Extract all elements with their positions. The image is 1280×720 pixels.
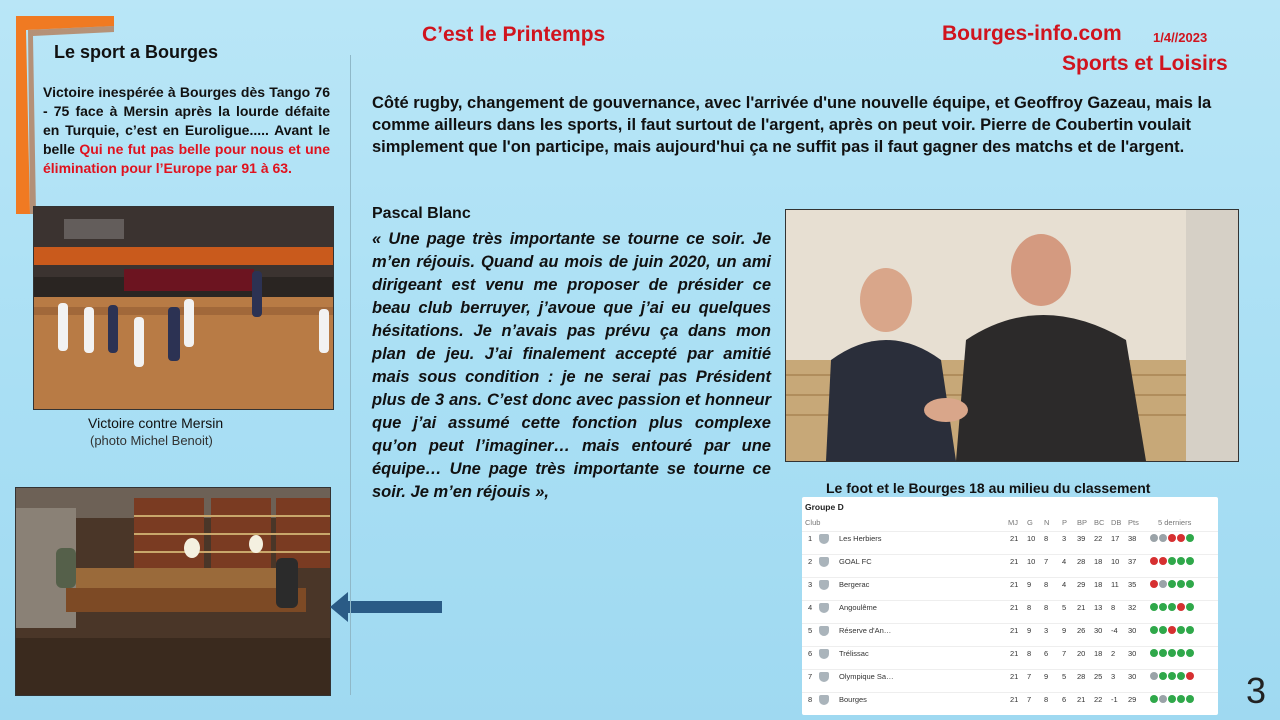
loss-icon <box>1177 534 1185 542</box>
cell-pts: 29 <box>1128 695 1137 704</box>
cell-g: 10 <box>1027 557 1036 566</box>
cell-n: 8 <box>1044 695 1049 704</box>
win-icon <box>1159 626 1167 634</box>
cell-db: -1 <box>1111 695 1118 704</box>
col-p: P <box>1062 518 1068 527</box>
photo-caption: Victoire contre Mersin <box>88 415 224 431</box>
cell-club: Olympique Sa… <box>839 672 894 681</box>
cell-g: 7 <box>1027 672 1032 681</box>
header-site-link[interactable]: Bourges-info.com <box>942 22 1122 45</box>
cell-n: 7 <box>1044 557 1049 566</box>
sidebar-title: Le sport a Bourges <box>54 42 219 62</box>
club-crest-icon <box>819 557 829 567</box>
sidebar-paragraph-text: Victoire inespérée à Bourges dès Tango 76 - 75 face à Mersin après la lourde défaite en Turquie, c’est en Euroligue..... Avant le belle <box>43 84 330 157</box>
cell-mj: 21 <box>1010 695 1019 704</box>
table-row[interactable] <box>802 669 1218 684</box>
photo-credit: (photo Michel Benoit) <box>90 433 213 448</box>
cell-club: Les Herbiers <box>839 534 882 543</box>
win-icon <box>1177 672 1185 680</box>
table-row[interactable] <box>802 531 1218 546</box>
col-bc: BC <box>1094 518 1105 527</box>
cell-n: 3 <box>1044 626 1049 635</box>
win-icon <box>1168 672 1176 680</box>
cell-g: 9 <box>1027 580 1032 589</box>
win-icon <box>1150 695 1158 703</box>
win-icon <box>1186 649 1194 657</box>
cell-g: 9 <box>1027 626 1032 635</box>
cell-n: 9 <box>1044 672 1049 681</box>
win-icon <box>1177 695 1185 703</box>
cell-bp: 28 <box>1077 672 1086 681</box>
club-crest-icon <box>819 580 829 590</box>
cell-pts: 30 <box>1128 649 1137 658</box>
col-g: G <box>1027 518 1033 527</box>
cell-p: 5 <box>1062 672 1067 681</box>
form-indicators <box>1150 556 1195 565</box>
table-row[interactable] <box>802 692 1218 707</box>
cell-db: 8 <box>1111 603 1116 612</box>
cell-g: 8 <box>1027 649 1032 658</box>
loss-icon <box>1168 626 1176 634</box>
draw-icon <box>1159 534 1167 542</box>
form-indicators <box>1150 671 1195 680</box>
cell-mj: 21 <box>1010 626 1019 635</box>
cell-club: Angoulême <box>839 603 877 612</box>
win-icon <box>1186 557 1194 565</box>
arrow-left-icon <box>330 592 442 622</box>
cell-p: 4 <box>1062 580 1067 589</box>
club-crest-icon <box>819 649 829 659</box>
cell-db: 3 <box>1111 672 1116 681</box>
form-indicators <box>1150 602 1195 611</box>
table-row[interactable] <box>802 646 1218 661</box>
cell-g: 7 <box>1027 695 1032 704</box>
cell-bp: 20 <box>1077 649 1086 658</box>
club-crest-icon <box>819 534 829 544</box>
win-icon <box>1177 649 1185 657</box>
col-club: Club <box>805 518 821 527</box>
basketball-photo <box>33 206 334 410</box>
cell-bp: 28 <box>1077 557 1086 566</box>
cell-p: 4 <box>1062 557 1067 566</box>
win-icon <box>1168 580 1176 588</box>
header-date: 1/4//2023 <box>1153 30 1208 45</box>
win-icon <box>1186 580 1194 588</box>
win-icon <box>1168 695 1176 703</box>
win-icon <box>1168 649 1176 657</box>
cell-mj: 21 <box>1010 534 1019 543</box>
win-icon <box>1159 603 1167 611</box>
win-icon <box>1186 603 1194 611</box>
football-title: Le foot et le Bourges 18 au milieu du classement <box>826 480 1151 496</box>
cell-n: 8 <box>1044 534 1049 543</box>
cell-rank: 1 <box>808 534 813 543</box>
win-icon <box>1159 649 1167 657</box>
loss-icon <box>1186 672 1194 680</box>
cell-p: 7 <box>1062 649 1067 658</box>
cell-pts: 38 <box>1128 534 1137 543</box>
col-n: N <box>1044 518 1050 527</box>
table-row[interactable] <box>802 577 1218 592</box>
cell-bp: 29 <box>1077 580 1086 589</box>
col-pts: Pts <box>1128 518 1139 527</box>
cell-mj: 21 <box>1010 603 1019 612</box>
cell-mj: 21 <box>1010 557 1019 566</box>
handshake-photo <box>785 209 1239 462</box>
cell-bp: 26 <box>1077 626 1086 635</box>
col-bp: BP <box>1077 518 1088 527</box>
cell-rank: 8 <box>808 695 813 704</box>
win-icon <box>1186 534 1194 542</box>
cell-mj: 21 <box>1010 580 1019 589</box>
loss-icon <box>1168 534 1176 542</box>
cell-bc: 18 <box>1094 580 1103 589</box>
cell-p: 9 <box>1062 626 1067 635</box>
cell-g: 8 <box>1027 603 1032 612</box>
win-icon <box>1186 695 1194 703</box>
cell-bc: 18 <box>1094 557 1103 566</box>
cell-pts: 32 <box>1128 603 1137 612</box>
form-indicators <box>1150 648 1195 657</box>
loss-icon <box>1159 557 1167 565</box>
cell-bc: 30 <box>1094 626 1103 635</box>
loss-icon <box>1150 557 1158 565</box>
cell-p: 5 <box>1062 603 1067 612</box>
sidebar-paragraph-red: Qui ne fut pas belle pour nous et une élimination pour l’Europe par 91 à 63. <box>43 141 330 176</box>
form-indicators <box>1150 579 1195 588</box>
cell-bc: 22 <box>1094 695 1103 704</box>
sidebar-paragraph <box>43 83 330 178</box>
win-icon <box>1150 603 1158 611</box>
cell-n: 8 <box>1044 580 1049 589</box>
win-icon <box>1168 557 1176 565</box>
draw-icon <box>1159 695 1167 703</box>
cell-p: 6 <box>1062 695 1067 704</box>
loss-icon <box>1150 580 1158 588</box>
club-crest-icon <box>819 695 829 705</box>
win-icon <box>1150 626 1158 634</box>
loss-icon <box>1177 603 1185 611</box>
win-icon <box>1177 580 1185 588</box>
cell-bp: 21 <box>1077 695 1086 704</box>
header-section: Sports et Loisirs <box>1062 52 1228 75</box>
library-photo <box>15 487 331 696</box>
win-icon <box>1177 626 1185 634</box>
quote-text: « Une page très importante se tourne ce soir. Je m’en réjouis. Quand au mois de juin 2020, un ami dirigeant est venu me proposer de présider ce beau club berruyer, j’avoue que j’ai eu quelques hésitations. Je n’avais pas prévu ça dans mon plan de jeu. J’ai finalement accepté par amitié mais sous condition : je ne serai pas Président plus de 3 ans. C’est donc avec passion et honneur que j’ai assumé cette fonction plus complexe qu’on peut l’imaginer… mais entouré par une équipe… Une page très importante se tourne ce soir. Je m’en réjouis », <box>372 230 771 501</box>
cell-bc: 22 <box>1094 534 1103 543</box>
form-indicators <box>1150 533 1195 542</box>
cell-club: Bourges <box>839 695 867 704</box>
standings-table <box>802 497 1218 715</box>
cell-n: 6 <box>1044 649 1049 658</box>
cell-mj: 21 <box>1010 649 1019 658</box>
draw-icon <box>1150 534 1158 542</box>
cell-g: 10 <box>1027 534 1036 543</box>
table-header <box>802 516 1218 530</box>
cell-club: Trélissac <box>839 649 869 658</box>
win-icon <box>1177 557 1185 565</box>
table-group-title: Groupe D <box>805 502 844 512</box>
cell-db: 11 <box>1111 580 1119 589</box>
draw-icon <box>1150 672 1158 680</box>
cell-mj: 21 <box>1010 672 1019 681</box>
page-number: 3 <box>1246 670 1267 711</box>
cell-rank: 4 <box>808 603 813 612</box>
win-icon <box>1150 649 1158 657</box>
form-indicators <box>1150 694 1195 703</box>
win-icon <box>1186 626 1194 634</box>
cell-bc: 13 <box>1094 603 1103 612</box>
table-row[interactable] <box>802 554 1218 569</box>
cell-club: Bergerac <box>839 580 870 589</box>
table-row[interactable] <box>802 600 1218 615</box>
column-divider <box>350 55 351 695</box>
cell-bc: 25 <box>1094 672 1103 681</box>
cell-rank: 5 <box>808 626 813 635</box>
cell-bp: 21 <box>1077 603 1086 612</box>
cell-rank: 3 <box>808 580 813 589</box>
cell-rank: 2 <box>808 557 813 566</box>
win-icon <box>1159 672 1167 680</box>
header-title: C’est le Printemps <box>422 23 606 46</box>
cell-club: GOAL FC <box>839 557 872 566</box>
club-crest-icon <box>819 603 829 613</box>
cell-pts: 37 <box>1128 557 1137 566</box>
cell-bp: 39 <box>1077 534 1086 543</box>
cell-db: 17 <box>1111 534 1120 543</box>
quote-author: Pascal Blanc <box>372 205 471 222</box>
cell-rank: 6 <box>808 649 813 658</box>
cell-p: 3 <box>1062 534 1067 543</box>
cell-pts: 30 <box>1128 626 1137 635</box>
cell-bc: 18 <box>1094 649 1103 658</box>
cell-db: 10 <box>1111 557 1120 566</box>
col-mj: MJ <box>1008 518 1018 527</box>
win-icon <box>1168 603 1176 611</box>
intro-paragraph: Côté rugby, changement de gouvernance, avec l'arrivée d'une nouvelle équipe, et Geoffroy Gazeau, mais la comme ailleurs dans les sports, il faut surtout de l'argent, après on peut voir. Pierre de Coubertin voulait simplement que l'on participe, mais aujourd'hui ça ne suffit pas il faut gagner des matchs et de l'argent. <box>372 94 1212 156</box>
cell-n: 8 <box>1044 603 1049 612</box>
cell-club: Réserve d'An… <box>839 626 892 635</box>
col-db: DB <box>1111 518 1122 527</box>
cell-pts: 35 <box>1128 580 1137 589</box>
club-crest-icon <box>819 626 829 636</box>
cell-rank: 7 <box>808 672 813 681</box>
form-indicators <box>1150 625 1195 634</box>
cell-db: 2 <box>1111 649 1116 658</box>
club-crest-icon <box>819 672 829 682</box>
table-row[interactable] <box>802 623 1218 638</box>
cell-db: -4 <box>1111 626 1118 635</box>
col-last5: 5 derniers <box>1158 518 1192 527</box>
draw-icon <box>1159 580 1167 588</box>
cell-pts: 30 <box>1128 672 1137 681</box>
